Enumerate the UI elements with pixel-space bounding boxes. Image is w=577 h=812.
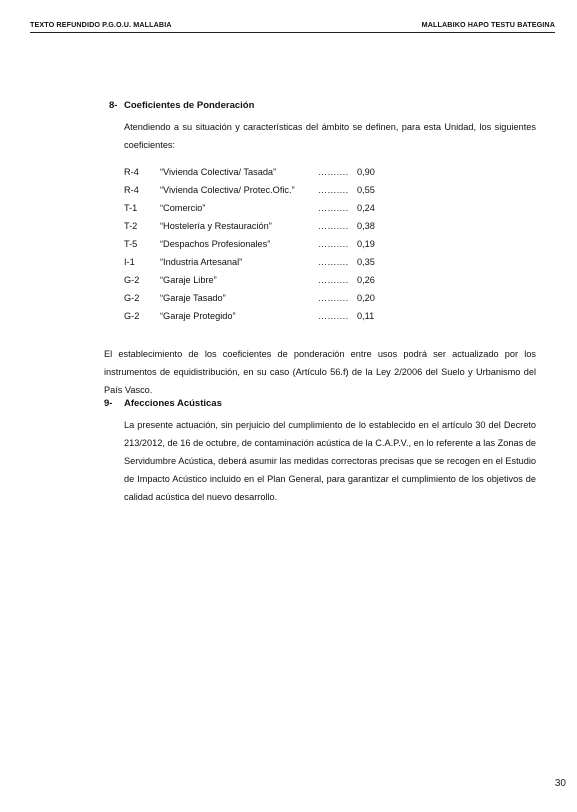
coefficient-row [124,221,384,239]
coefficient-row [124,311,384,329]
coefficient-value: 0,11 [357,311,375,321]
coefficient-leader-dots: ………. [318,275,349,285]
section-8-intro: Atendiendo a su situación y características del ámbito se definen, para esta Unidad, los siguientes coeficientes: [124,122,536,150]
coefficients-table [124,167,384,329]
coefficient-code: T-5 [124,239,138,249]
coefficient-row [124,239,384,257]
coefficient-name: “Vivienda Colectiva/ Tasada” [160,167,277,177]
section-9-number: 9- [104,398,113,409]
coefficient-value: 0,20 [357,293,375,303]
coefficient-row [124,185,384,203]
section-9-body: La presente actuación, sin perjuicio del cumplimiento de lo establecido en el artículo 30 del Decreto 213/2012, de 16 de octubre, de contaminación acústica de la C.A.P.V., en lo referente a las Zonas de Servidumbre Acústica, deberá asumir las medidas correctoras precisas que se recogen en el Estudio de Impacto Acústico incluido en el Plan General, para garantizar el cumplimiento de los objetivos de calidad acústica del nuevo desarrollo. [124,420,536,502]
coefficient-row [124,275,384,293]
coefficient-leader-dots: ………. [318,221,349,231]
coefficient-value: 0,55 [357,185,375,195]
coefficient-leader-dots: ………. [318,293,349,303]
coefficient-code: I-1 [124,257,135,267]
header-left-title: TEXTO REFUNDIDO P.G.O.U. MALLABIA [30,20,172,29]
coefficient-value: 0,35 [357,257,375,267]
coefficient-code: G-2 [124,293,140,303]
coefficient-leader-dots: ………. [318,311,349,321]
coefficient-leader-dots: ………. [318,239,349,249]
coefficient-value: 0,90 [357,167,375,177]
coefficient-value: 0,26 [357,275,375,285]
page-header [30,20,555,33]
coefficient-leader-dots: ………. [318,203,349,213]
coefficient-name: “Garaje Tasado” [160,293,226,303]
coefficient-value: 0,24 [357,203,375,213]
coefficient-value: 0,19 [357,239,375,249]
section-8-title: Coeficientes de Ponderación [124,100,255,111]
coefficient-name: “Garaje Libre” [160,275,217,285]
coefficient-code: G-2 [124,275,140,285]
coefficient-leader-dots: ………. [318,167,349,177]
section-8-number: 8- [109,100,118,111]
coefficient-code: T-1 [124,203,138,213]
coefficient-code: R-4 [124,185,139,195]
paragraph-coefficient-update: El establecimiento de los coeficientes de ponderación entre usos podrá ser actualizado por los instrumentos de equidistribución, en su caso (Artículo 56.f) de la Ley 2/2006 del Suelo y Urbanismo del País Vasco. [104,349,536,395]
coefficient-name: “Comercio” [160,203,206,213]
coefficient-name: “Despachos Profesionales” [160,239,271,249]
coefficient-row [124,167,384,185]
coefficient-name: “Garaje Protegido” [160,311,236,321]
coefficient-code: R-4 [124,167,139,177]
coefficient-code: T-2 [124,221,138,231]
section-9-title: Afecciones Acústicas [124,398,222,409]
coefficient-row [124,203,384,221]
coefficient-value: 0,38 [357,221,375,231]
coefficient-leader-dots: ………. [318,257,349,267]
coefficient-row [124,293,384,311]
coefficient-leader-dots: ………. [318,185,349,195]
header-right-title: MALLABIKO HAPO TESTU BATEGINA [421,20,555,29]
page-number: 30 [554,778,566,789]
coefficient-code: G-2 [124,311,140,321]
coefficient-name: “Industria Artesanal” [160,257,243,267]
coefficient-name: “Vivienda Colectiva/ Protec.Ofic.” [160,185,295,195]
coefficient-name: “Hostelería y Restauración” [160,221,272,231]
coefficient-row [124,257,384,275]
